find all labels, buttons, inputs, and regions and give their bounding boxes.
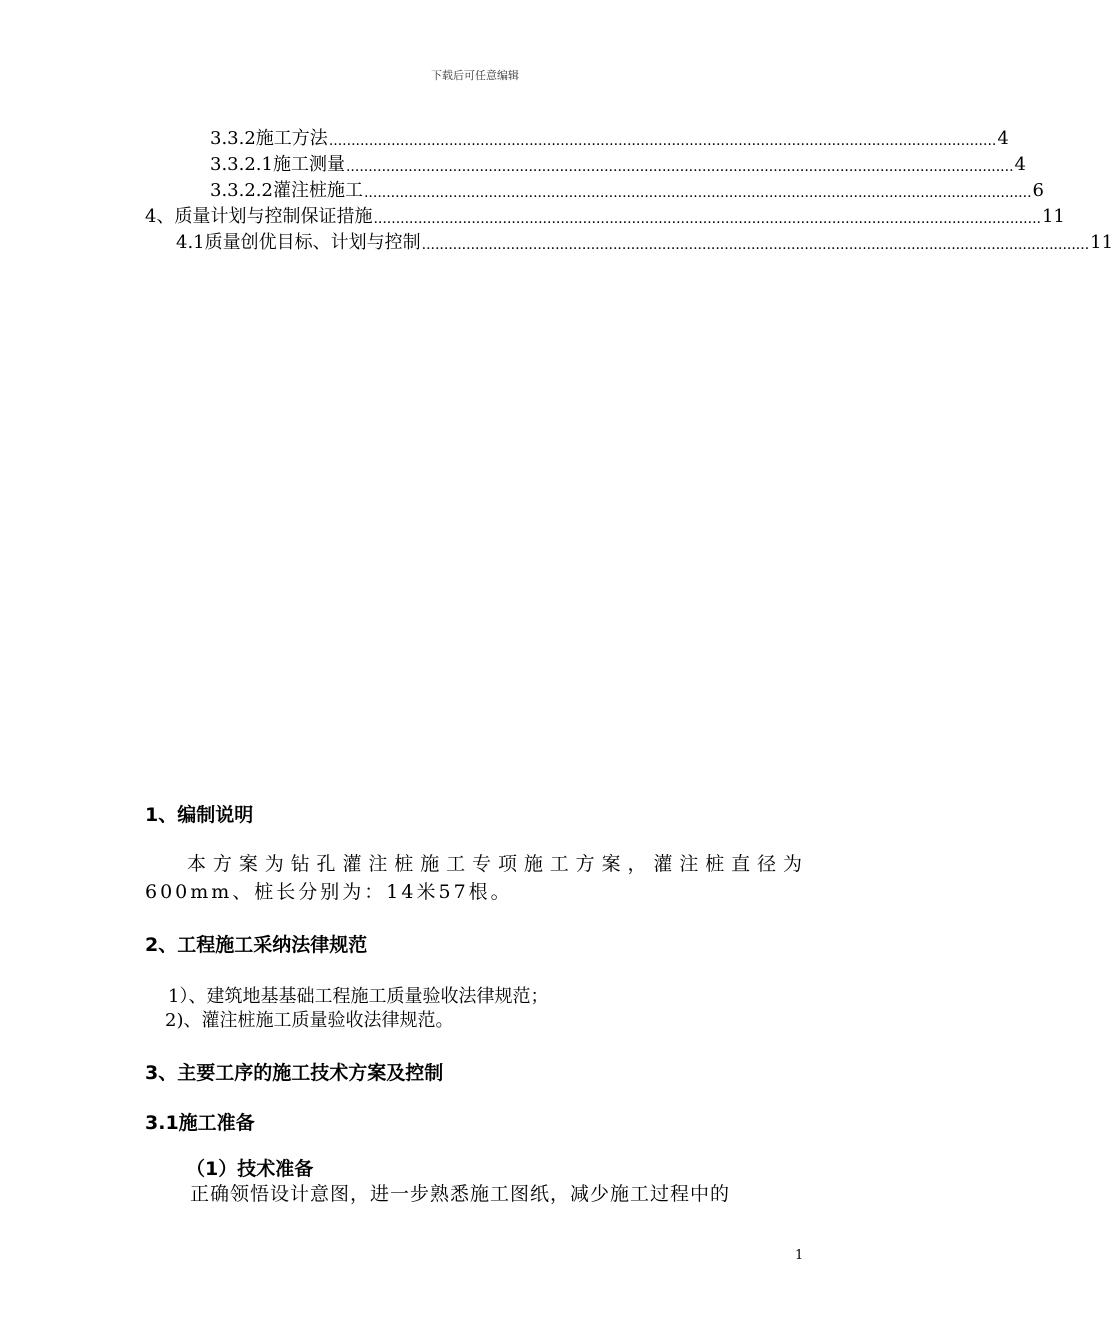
section-3-1-1-heading: （1）技术准备 [186,1158,314,1180]
toc-leader-dots: ...................................................................................................................................................... [345,159,1014,175]
toc-entry-page: 6 [1032,180,1044,201]
page-number: 1 [795,1248,804,1263]
toc-entry[interactable] [176,228,1113,254]
section-1-paragraph: 本方案为钻孔灌注桩施工专项施工方案，灌注桩直径为600mm、桩长分别为：14米57根。 [145,853,805,903]
list-item: 2)、灌注桩施工质量验收法律规范。 [165,1010,454,1031]
section-3-1-1-paragraph: 正确领悟设计意图，进一步熟悉施工图纸，减少施工过程中的 [190,1183,731,1205]
section-1-heading: 1、编制说明 [145,804,254,826]
list-item: 1）、建筑地基基础工程施工质量验收法律规范； [168,986,549,1007]
toc-entry[interactable] [145,202,1065,228]
toc-entry-label: 3.3.2施工方法 [210,128,328,149]
toc-entry-page: 4 [997,128,1009,149]
page-header: 下载后可任意编辑 [431,69,519,82]
toc-leader-dots: ...................................................................................................................................................... [363,185,1032,201]
toc-leader-dots: ...................................................................................................................................................... [373,211,1041,227]
toc-leader-dots: ...................................................................................................................................................... [328,133,997,149]
toc-entry[interactable] [210,176,1044,202]
toc-entry-label: 4、质量计划与控制保证措施 [145,206,373,227]
toc-entry-label: 4.1质量创优目标、计划与控制 [176,232,421,253]
section-3-1-heading: 3.1施工准备 [145,1112,255,1134]
toc-entry-page: 11 [1041,206,1065,227]
toc-leader-dots: ...................................................................................................................................................... [421,237,1090,253]
section-2-heading: 2、工程施工采纳法律规范 [145,934,368,956]
toc-entry-page: 4 [1014,154,1026,175]
section-3-heading: 3、主要工序的施工技术方案及控制 [145,1062,444,1084]
toc-entry-label: 3.3.2.2灌注桩施工 [210,180,363,201]
toc-entry-label: 3.3.2.1施工测量 [210,154,345,175]
toc-entry[interactable] [210,124,1009,150]
toc-entry-page: 11 [1090,232,1113,253]
toc-entry[interactable] [210,150,1026,176]
